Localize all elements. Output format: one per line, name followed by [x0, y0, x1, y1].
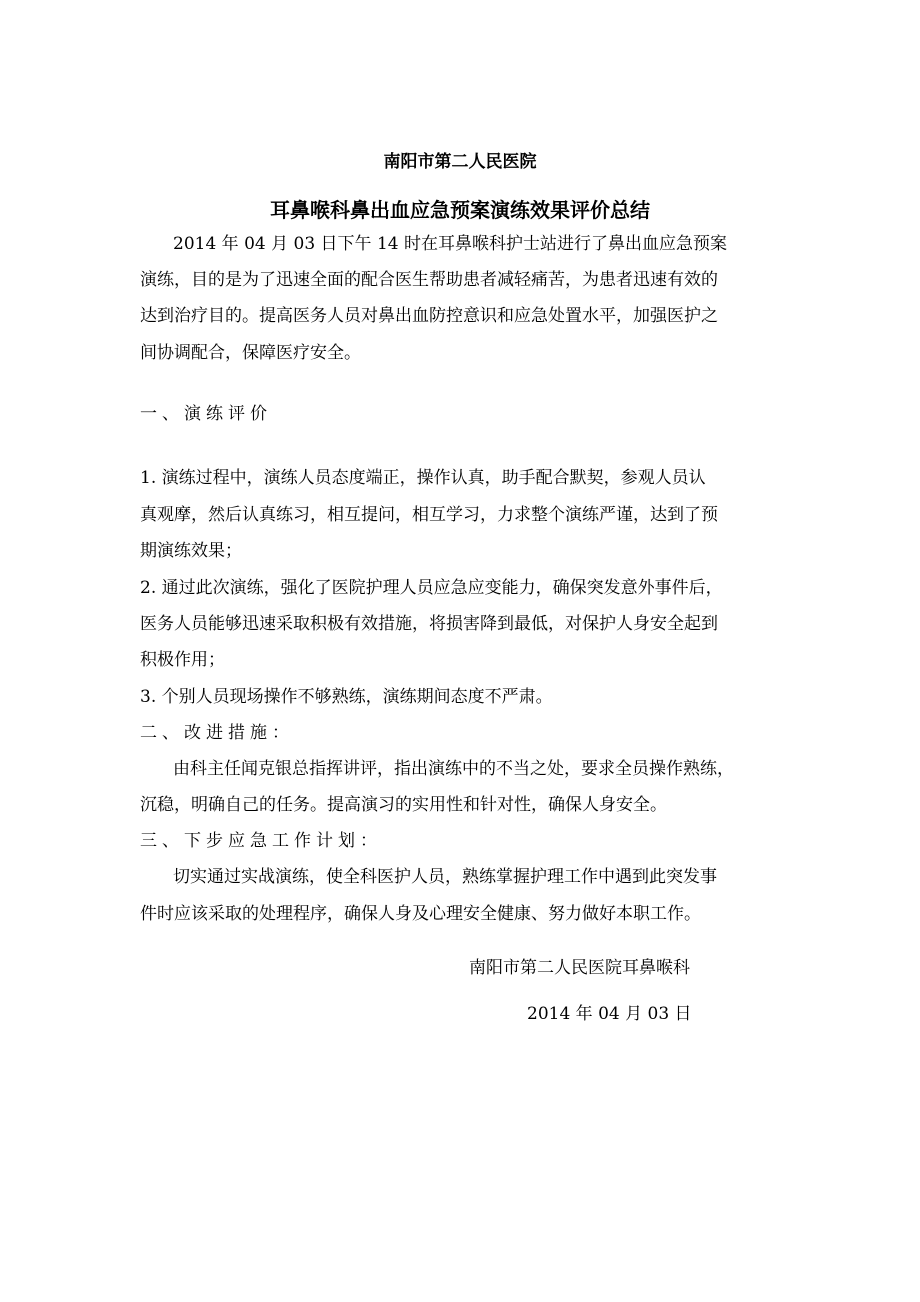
signature-date: 2014 年 04 月 03 日 [527, 1004, 692, 1024]
section1-line-6: 积极作用； [140, 650, 225, 670]
section2-line-1: 由科主任闻克银总指挥讲评，指出演练中的不当之处，要求全员操作熟练， [173, 759, 734, 779]
section1-line-7: 3. 个别人员现场操作不够熟练，演练期间态度不严肃。 [140, 687, 553, 707]
section1-heading: 一、演练评价 [140, 404, 272, 424]
section3-line-2: 件时应该采取的处理程序，确保人身及心理安全健康、努力做好本职工作。 [140, 904, 701, 924]
intro-line-2: 演练，目的是为了迅速全面的配合医生帮助患者减轻痛苦，为患者迅速有效的 [140, 270, 718, 290]
section2-line-2: 沉稳，明确自己的任务。提高演习的实用性和针对性，确保人身安全。 [140, 795, 667, 815]
intro-line-3: 达到治疗目的。提高医务人员对鼻出血防控意识和应急处置水平，加强医护之 [140, 306, 718, 326]
section2-heading: 二、改进措施： [140, 723, 294, 743]
section1-line-4: 2. 通过此次演练，强化了医院护理人员应急应变能力，确保突发意外事件后， [140, 578, 723, 598]
section3-line-1: 切实通过实战演练，使全科医护人员，熟练掌握护理工作中遇到此突发事 [173, 867, 717, 887]
document-title: 耳鼻喉科鼻出血应急预案演练效果评价总结 [270, 198, 650, 222]
intro-line-4: 间协调配合，保障医疗安全。 [140, 343, 361, 363]
section1-line-2: 真观摩，然后认真练习，相互提问，相互学习，力求整个演练严谨，达到了预 [140, 505, 718, 525]
section1-line-5: 医务人员能够迅速采取积极有效措施，将损害降到最低，对保护人身安全起到 [140, 614, 718, 634]
hospital-name: 南阳市第二人民医院 [383, 152, 537, 172]
section3-heading: 三、下步应急工作计划： [140, 831, 382, 851]
signature-department: 南阳市第二人民医院耳鼻喉科 [469, 958, 690, 978]
section1-line-1: 1. 演练过程中，演练人员态度端正，操作认真，助手配合默契，参观人员认 [140, 468, 706, 488]
section1-line-3: 期演练效果； [140, 541, 242, 561]
intro-line-1: 2014 年 04 月 03 日下午 14 时在耳鼻喉科护士站进行了鼻出血应急预案 [173, 234, 727, 254]
